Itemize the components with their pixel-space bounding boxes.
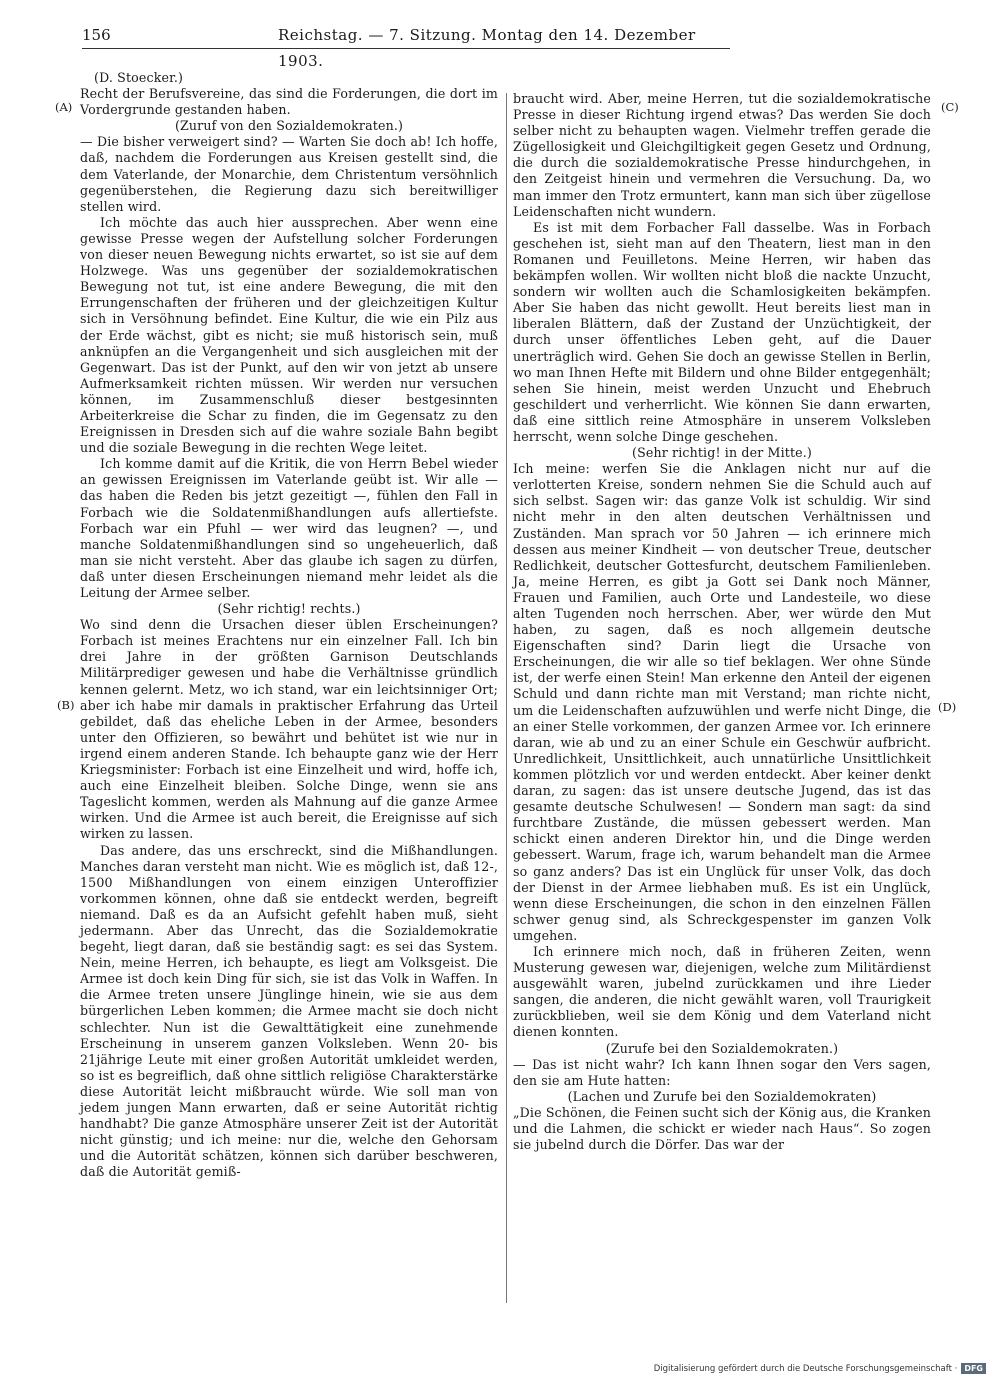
paragraph: Wo sind denn die Ursachen dieser üblen Erscheinungen? Forbach ist meines Erachtens nur ein einzelner Fall. Ich bin drei Jahre in der größten Garnison Deutschlands Militärprediger gewesen und habe die Verhältnisse gründlich kennen gelernt. Metz, wo ich stand, war ein leichtsinniger Ort; aber ich habe mir damals in praktischer Erfahrung das Urteil gebildet, daß das eheliche Leben in der Armee, besonders unter den Offizieren, so bewährt und behütet ist wie nur in irgend einem anderen Stande. Ich behaupte ganz wie der Herr Kriegsminister: Forbach ist eine Einzelheit und wird, hoffe ich, auch eine Einzelheit bleiben. Solche Dinge, wenn sie ans Tageslicht kommen, werden als Mahnung auf die ganze Armee wirken. Und die Armee ist auch bereit, die Ereignisse auf sich wirken zu lassen. [80, 617, 498, 842]
funding-footer [654, 1363, 986, 1374]
paragraph: „Die Schönen, die Feinen sucht sich der König aus, die Kranken und die Lahmen, die schickt er wieder nach Haus“. So zogen sie jubelnd durch die Dörfer. Das war der [513, 1104, 931, 1153]
right-column [513, 91, 931, 1153]
paragraph: braucht wird. Aber, meine Herren, tut die sozialdemokratische Presse in dieser Richtung irgend etwas? Das werden Sie doch selber nicht zu behaupten wagen. Vielmehr treffen gerade die Zügellosigkeit und Gleichgiltigkeit gegen Gesetz und Ordnung, die durch die sozialdemokratische Presse hindurchgehen, in den Zeitgeist hinein und vermehren die Versuchung. Da, wo man immer den Trotz ermuntert, kann man sich über zügellose Leidenschaften nicht wundern. [513, 91, 931, 219]
dfg-logo: DFG [961, 1363, 986, 1374]
interjection: (Lachen und Zurufe bei den Sozialdemokraten) [567, 1088, 877, 1104]
left-column [80, 70, 498, 1180]
margin-mark-d: (D) [938, 700, 957, 714]
interjection: (Zurufe bei den Sozialdemokraten.) [605, 1040, 839, 1056]
page-header [82, 22, 722, 70]
column-divider [506, 93, 507, 1303]
paragraph: Das andere, das uns erschreckt, sind die Mißhandlungen. Manches daran versteht man nicht. Wie es möglich ist, daß 12-, 1500 Mißhandlungen von einem einzigen Unteroffizier vorkommen können, ohne daß sie entdeckt werden, begreift niemand. Daß es da an Aufsicht gefehlt haben muß, sieht jedermann. Aber das Unrecht, das die Sozialdemokratie begeht, liegt daran, daß sie beständig sagt: es sei das System. Nein, meine Herren, ich behaupte, es liegt am Volksgeist. Die Armee ist doch kein Ding für sich, sie ist das Volk in Waffen. In die Armee treten unsere Jünglinge hinein, wie sie aus dem bürgerlichen Leben kommen; die Armee macht sie doch nicht schlechter. Nun ist die Gewalttätigkeit eine zunehmende Erscheinung in unserem ganzen Volksleben. Wenn 20- bis 21jährige Leute mit einer großen Autorität umkleidet werden, so ist es begreiflich, daß ohne sittlich religiöse Charakterstärke diese Autorität leicht mißbraucht würde. Wie soll man von jedem jungen Mann erwarten, daß er seine Autorität richtig handhabt? Die ganze Atmosphäre unserer Zeit ist der Autorität nicht günstig; und ich meine: nur die, welche den Gehorsam und die Autorität schätzen, können sich darüber beschweren, daß die Autorität gemiß- [80, 842, 498, 1180]
interjection: (Sehr richtig! in der Mitte.) [632, 445, 812, 461]
paragraph: — Die bisher verweigert sind? — Warten Sie doch ab! Ich hoffe, daß, nachdem die Forderungen aus Kreisen gestellt sind, die dem Vaterlande, der Monarchie, dem Christentum versöhnlich gegenüberstehen, die Regierung dazu sich bereitwilliger stellen wird. [80, 134, 498, 214]
paragraph: Ich meine: werfen Sie die Anklagen nicht nur auf die verlotterten Kreise, sondern nehmen Sie die Schuld auch auf sich selbst. Sagen wir: das ganze Volk ist schuldig. Wir sind nicht mehr in den alten deutschen Verhältnissen und Zuständen. Man sprach vor 50 Jahren — ich erinnere mich dessen aus meiner Kindheit — von deutscher Treue, deutscher Redlichkeit, deutscher Gottesfurcht, deutschem Familienleben. Ja, meine Herren, es gibt ja Gott sei Dank noch Männer, Frauen und Familien, auch Orte und Landesteile, wo diese alten Tugenden noch herrschen. Aber, wer würde den Mut haben, zu sagen, daß es noch allgemein deutsche Eigenschaften sind? Darin liegt die Ursache von Erscheinungen, die wir alle so tief beklagen. Wer ohne Sünde ist, der werfe einen Stein! Man erkenne den Anteil der eigenen Schuld und dann richte man mit Verstand; man richte nicht, um die Leidenschaften aufzuwühlen und werfe nicht Dinge, die an einer Stelle vorkommen, der ganzen Armee vor. Ich erinnere daran, wie ab und zu an einer Schule ein Geschwür aufbricht. Unredlichkeit, Unsittlichkeit, auch unnatürliche Unsittlichkeit kommen plötzlich vor und werden entdeckt. Aber keiner denkt daran, zu sagen: das ist unsere deutsche Jugend, das ist das gesamte deutsche Schulwesen! — Sondern man sagt: da sind furchtbare Zustände, die müssen gebessert werden. Man schickt einen anderen Direktor hin, und die Dinge werden gebessert. Warum, frage ich, warum behandelt man die Armee so ganz anders? Das ist ein Unglück für unser Volk, das doch der Dienst in der Armee liebhaben muß. Es ist ein Unglück, wenn diese Erscheinungen, die schon in den einzelnen Fällen schwer genug sind, als Schreckgespenster im ganzen Volk umgehen. [513, 461, 931, 943]
paragraph: Ich komme damit auf die Kritik, die von Herrn Bebel wieder an gewissen Ereignissen im Vaterlande geübt ist. Wir alle — das haben die Reden bis jetzt gezeitigt —, fühlen den Fall in Forbach wie die Soldatenmißhandlungen aufs allertiefste. Forbach war ein Pfuhl — wer wird das leugnen? —, und manche Soldatenmißhandlungen sind so ungeheuerlich, daß man sie nicht versteht. Aber das glaube ich sagen zu dürfen, daß unter diesen Erscheinungen niemand mehr leidet als die Leitung der Armee selber. [80, 456, 498, 600]
running-title: Reichstag. — 7. Sitzung. Montag den 14. Dezember 1903. [278, 26, 696, 70]
paragraph: Ich erinnere mich noch, daß in früheren Zeiten, wenn Musterung gewesen war, diejenigen, welche zum Militärdienst ausgewählt waren, jubelnd zurückkamen und ihre Lieder sangen, die anderen, die nicht gewählt waren, voll Traurigkeit zurückblieben, weil sie dem König und dem Vaterland nicht dienen konnten. [513, 943, 931, 1040]
interjection: (Sehr richtig! rechts.) [217, 601, 361, 617]
header-rule [82, 48, 730, 49]
margin-mark-b: (B) [57, 698, 75, 712]
paragraph: — Das ist nicht wahr? Ich kann Ihnen sogar den Vers sagen, den sie am Hute hatten: [513, 1056, 931, 1088]
footer-text: Digitalisierung gefördert durch die Deutsche Forschungsgemeinschaft · [653, 1363, 958, 1374]
paragraph: Recht der Berufsvereine, das sind die Forderungen, die dort im Vordergrunde gestanden haben. [80, 86, 498, 118]
margin-mark-c: (C) [941, 100, 959, 114]
paragraph: Es ist mit dem Forbacher Fall dasselbe. Was in Forbach geschehen ist, sieht man auf den Theatern, liest man in den Romanen und Feuilletons. Meine Herren, wir haben das bekämpfen wollen. Wir wollten nicht bloß die nackte Unzucht, sondern wir wollten auch die Schamlosigkeiten bekämpfen. Aber Sie haben das nicht gewollt. Heut bereits liest man in liberalen Blättern, daß der Zustand der Unzüchtigkeit, der durch unser öffentliches Leben geht, auf die Dauer unerträglich wird. Gehen Sie doch an gewisse Stellen in Berlin, wo man Ihnen Hefte mit Bildern und ohne Bilder entgegenhält; sehen Sie hinein, meist werden Unzucht und Ehebruch geschildert und verherrlicht. Wie können Sie dann erwarten, daß eine sittlich reine Atmosphäre in unserem Volksleben herrscht, wenn solche Dinge geschehen. [513, 219, 931, 444]
paragraph: Ich möchte das auch hier aussprechen. Aber wenn eine gewisse Presse wegen der Aufstellung solcher Forderungen von dieser neuen Bewegung nichts erwartet, so ist sie auf dem Holzwege. Was uns gegenüber der sozialdemokratischen Bewegung not tut, ist eine andere Bewegung, die mit den Errungenschaften der früheren und der gleichzeitigen Kultur sich in Versöhnung befindet. Eine Kultur, die wie ein Pilz aus der Erde wächst, gibt es nicht; sie muß historisch sein, muß anknüpfen an die Vergangenheit und sich ausgleichen mit der Gegenwart. Das ist der Punkt, auf den wir von jetzt ab unsere Aufmerksamkeit richten müssen. Wir werden nur versuchen können, im Zusammenschluß dieser bestgesinnten Arbeiterkreise die Schar zu finden, die im Gegensatz zu den Ereignissen in Dresden sich auf die wahre soziale Bahn begibt und die soziale Bewegung in die rechten Wege leitet. [80, 214, 498, 456]
margin-mark-a: (A) [55, 100, 73, 114]
speaker-name: (D. Stoecker.) [94, 70, 184, 85]
interjection: (Zuruf von den Sozialdemokraten.) [174, 118, 404, 134]
page-number: 156 [82, 26, 111, 44]
